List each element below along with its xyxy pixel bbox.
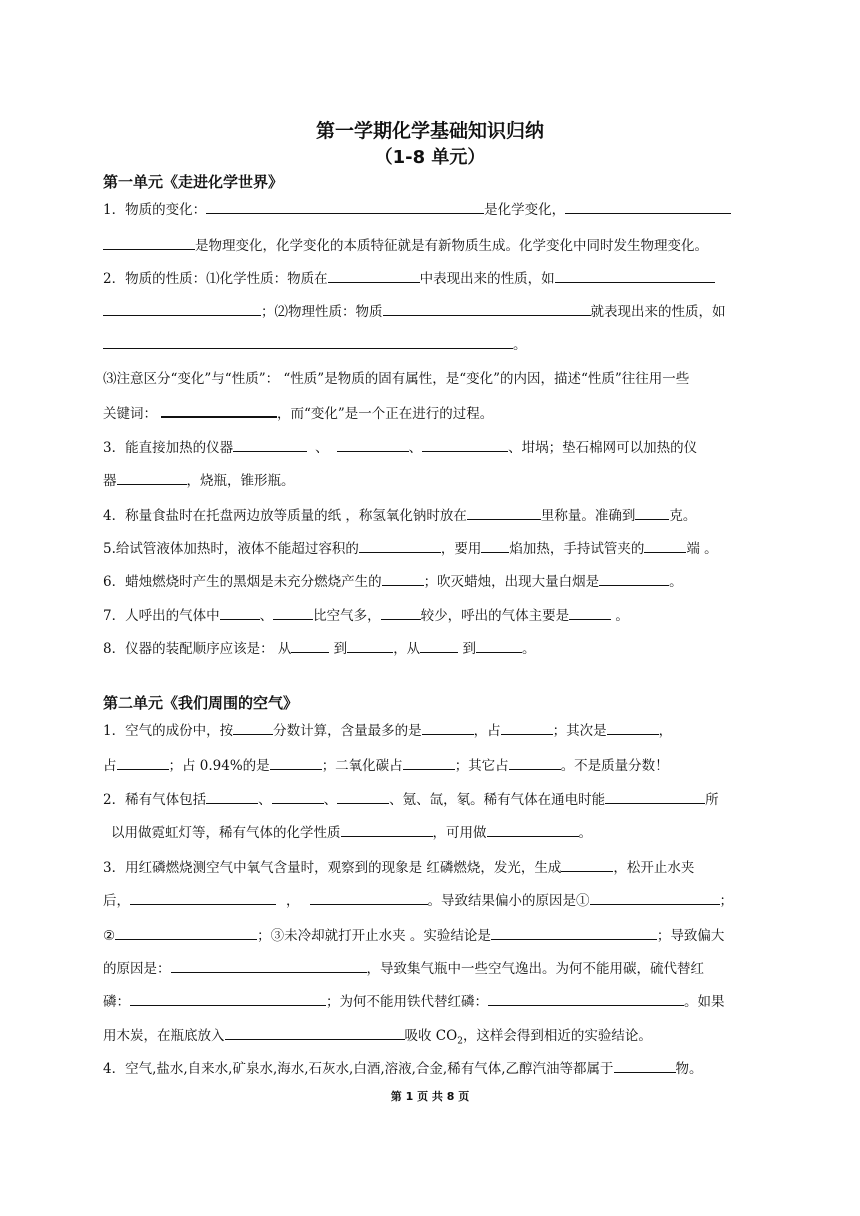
text-segment: 端 。 (686, 541, 718, 557)
text-segment: 2．物质的性质：⑴化学性质：物质在 (103, 271, 328, 287)
text-segment: 较少，呼出的气体主要是 (420, 608, 570, 624)
text-segment: 。不是质量分数！ (560, 758, 669, 774)
text-segment: 5.给试管液体加热时，液体不能超过容积的 (103, 541, 359, 557)
text-segment: 中表现出来的性质，如 (419, 271, 555, 287)
unit1-line-6 (103, 369, 763, 389)
fill-blank[interactable] (569, 605, 611, 620)
fill-blank[interactable] (381, 605, 421, 620)
text-segment: 、 (259, 608, 274, 624)
fill-blank[interactable] (422, 720, 474, 735)
text-segment: ，可用做 (432, 825, 487, 841)
unit1-heading: 第一单元《走进化学世界》 (103, 173, 284, 191)
fill-blank[interactable] (561, 857, 613, 872)
fill-blank[interactable] (270, 755, 322, 770)
unit2-line-8 (103, 958, 763, 979)
unit1-line-10 (103, 505, 763, 526)
text-segment: 、 (315, 440, 329, 456)
text-segment: 。 (578, 825, 592, 841)
fill-blank[interactable] (310, 890, 428, 905)
text-segment: ，烧瓶，锥形瓶。 (186, 473, 295, 489)
fill-blank[interactable] (644, 538, 686, 553)
fill-blank[interactable] (488, 991, 684, 1006)
unit1-line-12 (103, 571, 763, 592)
text-segment: 、 (323, 792, 338, 808)
fill-blank[interactable] (233, 720, 273, 735)
fill-blank[interactable] (103, 301, 261, 316)
fill-blank[interactable] (161, 402, 277, 418)
fill-blank[interactable] (273, 605, 313, 620)
text-segment: 。导致结果偏小的原因是① (427, 893, 590, 909)
text-segment: 、坩埚；垫石棉网可以加热的仪 (508, 440, 698, 456)
unit1-line-9 (103, 470, 763, 491)
text-segment: 所 (705, 792, 719, 808)
text-segment: 就表现出来的性质，如 (590, 304, 726, 320)
fill-blank[interactable] (291, 638, 329, 653)
text-segment: 吸收 CO (404, 1028, 458, 1044)
text-segment: ； (719, 893, 733, 909)
fill-blank[interactable] (491, 925, 657, 940)
text-segment: 7．人呼出的气体中 (103, 608, 220, 624)
text-segment: 物。 (675, 1061, 703, 1077)
fill-blank[interactable] (605, 789, 705, 804)
unit1-line-13 (103, 605, 763, 626)
text-segment: 到 (329, 641, 348, 657)
fill-blank[interactable] (383, 301, 591, 316)
text-segment: 克。 (669, 508, 697, 524)
unit2-line-9 (103, 991, 763, 1012)
text-segment: 、 (408, 440, 423, 456)
text-segment: 6．蜡烛燃烧时产生的黑烟是未充分燃烧产生的 (103, 574, 382, 590)
text-segment: ，松开止水夹 (613, 860, 695, 876)
fill-blank[interactable] (341, 822, 433, 837)
fill-blank[interactable] (220, 605, 260, 620)
fill-blank[interactable] (422, 437, 508, 452)
fill-blank[interactable] (359, 538, 441, 553)
fill-blank[interactable] (225, 1025, 405, 1040)
text-segment: 。 (513, 337, 527, 353)
text-segment: 3．用红磷燃烧测空气中氧气含量时，观察到的现象是 红磷燃烧，发光，生成 (103, 860, 562, 876)
fill-blank[interactable] (130, 890, 276, 905)
text-segment: ；其它占 (454, 758, 509, 774)
text-segment: 2．稀有气体包括 (103, 792, 207, 808)
text-segment: 。 (669, 574, 683, 590)
fill-blank[interactable] (328, 268, 420, 283)
unit2-line-6 (103, 890, 763, 911)
unit1-line-11 (103, 538, 763, 559)
text-segment: ，要用 (440, 541, 482, 557)
text-segment: 用木炭，在瓶底放入 (103, 1028, 225, 1044)
text-segment: 关键词： (103, 406, 157, 422)
fill-blank[interactable] (103, 334, 513, 349)
text-segment: ② (103, 928, 116, 944)
fill-blank[interactable] (467, 505, 541, 520)
text-segment: ，导致集气瓶中一些空气逸出。为何不能用碳，硫代替红 (366, 961, 704, 977)
unit1-line-1 (103, 199, 763, 220)
unit2-line-10 (103, 1025, 763, 1052)
text-segment: ，而“变化”是一个正在进行的过程。 (277, 406, 494, 422)
fill-blank[interactable] (272, 789, 324, 804)
text-segment: 。如果 (684, 994, 725, 1010)
fill-blank[interactable] (206, 199, 484, 214)
text-segment: 3．能直接加热的仪器 (103, 440, 234, 456)
fill-blank[interactable] (607, 720, 659, 735)
unit1-line-2 (103, 235, 763, 256)
fill-blank[interactable] (590, 890, 720, 905)
text-segment: 是物理变化，化学变化的本质特征就是有新物质生成。化学变化中同时发生物理变化。 (195, 238, 708, 254)
fill-blank[interactable] (487, 822, 579, 837)
text-segment: ；其次是 (552, 723, 607, 739)
unit2-line-4 (111, 822, 771, 843)
unit2-heading: 第二单元《我们周围的空气》 (103, 694, 299, 712)
fill-blank[interactable] (635, 505, 669, 520)
fill-blank[interactable] (117, 470, 187, 485)
document-subtitle: （1-8 单元） (374, 147, 486, 168)
text-segment: 1．物质的变化： (103, 202, 207, 218)
fill-blank[interactable] (403, 755, 455, 770)
text-segment: 磷： (103, 994, 130, 1010)
fill-blank[interactable] (599, 571, 669, 586)
fill-blank[interactable] (233, 437, 307, 452)
text-segment: ；二氧化碳占 (321, 758, 403, 774)
fill-blank[interactable] (115, 925, 257, 940)
unit2-line-3 (103, 789, 763, 810)
subscript: 2 (457, 1036, 463, 1047)
fill-blank[interactable] (420, 638, 458, 653)
fill-blank[interactable] (382, 571, 424, 586)
text-segment: 器 (103, 473, 117, 489)
fill-blank[interactable] (509, 755, 561, 770)
text-segment: 。 (611, 608, 629, 624)
fill-blank[interactable] (103, 235, 195, 250)
text-segment: ；吹灭蜡烛，出现大量白烟是 (423, 574, 600, 590)
fill-blank[interactable] (337, 437, 409, 452)
text-segment: ；导致偏大 (656, 928, 725, 944)
fill-blank[interactable] (501, 720, 553, 735)
unit1-line-4 (103, 301, 763, 322)
text-segment: 到 (458, 641, 476, 657)
text-segment: 里称量。准确到 (540, 508, 636, 524)
text-segment: ，从 (393, 641, 421, 657)
fill-blank[interactable] (614, 1058, 676, 1073)
document-title: 第一学期化学基础知识归纳 (315, 120, 544, 142)
text-segment: ， (286, 893, 300, 909)
fill-blank[interactable] (130, 991, 326, 1006)
unit1-line-14 (103, 638, 763, 659)
text-segment: 4．空气,盐水,自来水,矿泉水,海水,石灰水,白酒,溶液,合金,稀有气体,乙醇汽油等都属于 (103, 1061, 614, 1077)
text-segment: 的原因是： (103, 961, 171, 977)
fill-blank[interactable] (171, 958, 367, 973)
text-segment: 、氪、氙，氡。稀有气体在通电时能 (389, 792, 606, 808)
text-segment: 分数计算，含量最多的是 (273, 723, 422, 739)
unit1-line-8 (103, 437, 763, 458)
fill-blank[interactable] (347, 638, 393, 653)
text-segment: 是化学变化， (484, 202, 566, 218)
fill-blank[interactable] (206, 789, 258, 804)
unit2-line-11 (103, 1058, 763, 1079)
unit1-line-5 (103, 334, 763, 355)
text-segment: 后， (103, 893, 130, 909)
text-segment: 焰加热，手持试管夹的 (509, 541, 645, 557)
unit1-line-3 (103, 268, 763, 289)
text-segment: ；占 0.94%的是 (168, 758, 270, 774)
text-segment: 占 (103, 758, 117, 774)
unit1-line-7 (103, 402, 763, 424)
fill-blank[interactable] (555, 268, 715, 283)
text-segment: ，占 (473, 723, 501, 739)
text-segment: ；⑵物理性质：物质 (261, 304, 383, 320)
text-segment: 、 (258, 792, 272, 808)
text-segment: 4．称量食盐时在托盘两边放等质量的纸 ，称氢氧化钠时放在 (103, 508, 467, 524)
page-footer: 第 1 页 共 8 页 (390, 1090, 470, 1103)
unit2-line-1 (103, 720, 763, 741)
text-segment: ⑶注意区分“变化”与“性质”： “性质”是物质的固有属性，是“变化”的内因，描述“性质”往往用一些 (103, 371, 690, 387)
fill-blank[interactable] (476, 638, 522, 653)
unit2-line-7 (103, 925, 763, 946)
text-segment: 以用做霓虹灯等，稀有气体的化学性质 (111, 825, 341, 841)
text-segment: ；为何不能用铁代替红磷： (326, 994, 488, 1010)
text-segment: 。 (521, 641, 536, 657)
fill-blank[interactable] (337, 789, 389, 804)
text-segment: 1．空气的成份中，按 (103, 723, 234, 739)
fill-blank[interactable] (481, 538, 509, 553)
fill-blank[interactable] (117, 755, 169, 770)
fill-blank[interactable] (565, 199, 731, 214)
text-segment: ， (658, 723, 673, 739)
text-segment: ，这样会得到相近的实验结论。 (462, 1028, 652, 1044)
unit2-line-2 (103, 755, 763, 776)
text-segment: ；③未冷却就打开止水夹 。实验结论是 (257, 928, 491, 944)
unit2-line-5 (103, 857, 763, 878)
text-segment: 比空气多， (313, 608, 381, 624)
text-segment: 8．仪器的装配顺序应该是： 从 (103, 641, 292, 657)
